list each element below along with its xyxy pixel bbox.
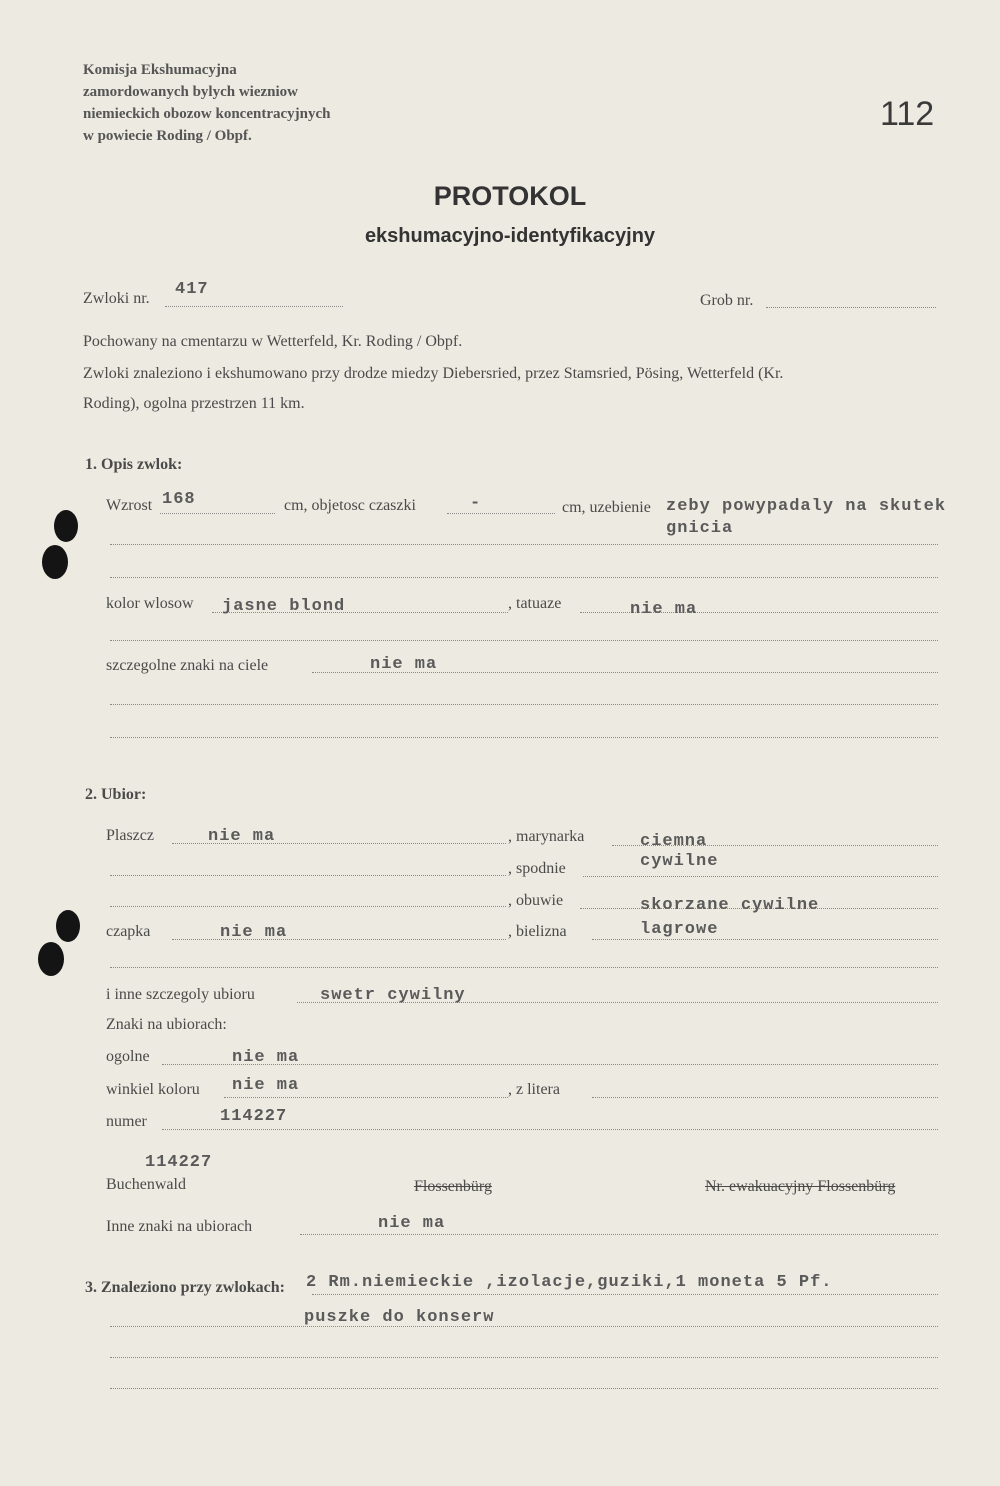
- grob-label: Grob nr.: [700, 292, 754, 309]
- inne-value: swetr cywilny: [320, 986, 466, 1005]
- czapka-value: nie ma: [220, 923, 288, 942]
- inne-label: i inne szczegoly ubioru: [106, 986, 255, 1003]
- rule-7: [110, 906, 506, 907]
- found-line-2: Roding), ogolna przestrzen 11 km.: [83, 395, 305, 412]
- numer-value: 114227: [220, 1107, 288, 1126]
- document-title: PROTOKOL: [433, 181, 587, 211]
- found-items-line-4: [110, 1388, 938, 1389]
- czapka-label: czapka: [106, 923, 151, 940]
- obuwie-value: skorzane cywilne: [640, 896, 820, 915]
- znaki-ubiorach-label: Znaki na ubiorach:: [106, 1016, 227, 1033]
- found-line-1: Zwloki znaleziono i ekshumowano przy drodze miedzy Diebersried, przez Stamsried, Pösing, Wetterfeld (Kr.: [83, 365, 784, 382]
- buried-line: Pochowany na cmentarzu w Wetterfeld, Kr. Roding / Obpf.: [83, 333, 463, 350]
- found-items-line-3: [110, 1357, 938, 1358]
- rule-6: [110, 875, 506, 876]
- rule-5: [110, 737, 938, 738]
- marynarka-label: , marynarka: [508, 828, 585, 845]
- ewakuacyjny-label: Nr. ewakuacyjny Flossenbürg: [705, 1178, 896, 1195]
- org-line-2: zamordowanych bylych wiezniow: [83, 84, 298, 100]
- buchenwald-label: Buchenwald: [106, 1176, 186, 1193]
- org-line-1: Komisja Ekshumacyjna: [83, 62, 237, 78]
- uzebienie-value-1: zeby powypadaly na skutek: [666, 497, 947, 516]
- spodnie-value: cywilne: [640, 852, 719, 871]
- document-subtitle: ekshumacyjno-identyfikacyjny: [364, 225, 656, 247]
- punch-hole-3: [56, 910, 80, 942]
- spodnie-line: [583, 876, 938, 877]
- found-items-line-2: [110, 1326, 938, 1327]
- rule-1: [110, 544, 938, 545]
- rule-3: [110, 640, 938, 641]
- wzrost-line: [160, 513, 275, 514]
- cm-uzebienie-label: cm, uzebienie: [562, 499, 651, 516]
- found-items-value-1: 2 Rm.niemieckie ,izolacje,guziki,1 moneta 5 Pf.: [306, 1273, 833, 1292]
- section3-heading: 3. Znaleziono przy zwlokach:: [85, 1279, 285, 1296]
- section2-heading: 2. Ubior:: [85, 786, 147, 803]
- flossenburg-label: Flossenbürg: [414, 1178, 492, 1195]
- czaszka-value: -: [470, 494, 482, 513]
- ogolne-label: ogolne: [106, 1048, 150, 1065]
- cm-czaszka-label: cm, objetosc czaszki: [284, 497, 416, 514]
- tatuaze-label: , tatuaze: [508, 595, 562, 612]
- org-line-3: niemieckich obozow koncentracyjnych: [83, 106, 331, 122]
- rule-4: [110, 704, 938, 705]
- uzebienie-value-2: gnicia: [666, 519, 734, 538]
- found-items-line-1: [312, 1294, 938, 1295]
- zwloki-label: Zwloki nr.: [83, 290, 150, 307]
- czaszka-line: [447, 513, 555, 514]
- numer-line: [162, 1129, 938, 1130]
- section1-heading: 1. Opis zwlok:: [85, 456, 183, 473]
- wzrost-label: Wzrost: [106, 497, 153, 514]
- litera-label: , z litera: [508, 1081, 560, 1098]
- punch-hole-2: [42, 545, 68, 579]
- zwloki-value: 417: [175, 280, 209, 299]
- znaki-label: szczegolne znaki na ciele: [106, 657, 269, 674]
- ogolne-value: nie ma: [232, 1048, 300, 1067]
- rule-2: [110, 577, 938, 578]
- znaki-value: nie ma: [370, 655, 438, 674]
- bielizna-line: [592, 939, 938, 940]
- numer-label: numer: [106, 1113, 147, 1130]
- rule-8: [110, 967, 938, 968]
- bielizna-label: , bielizna: [508, 923, 567, 940]
- punch-hole-4: [38, 942, 64, 976]
- obuwie-label: , obuwie: [508, 892, 564, 909]
- page-number: 112: [880, 95, 935, 133]
- kolor-label: kolor wlosow: [106, 595, 194, 612]
- wzrost-value: 168: [162, 490, 196, 509]
- found-items-value-2: puszke do konserw: [304, 1308, 495, 1327]
- inne-znaki-line: [300, 1234, 938, 1235]
- tatuaze-value: nie ma: [630, 600, 698, 619]
- winkiel-label: winkiel koloru: [106, 1081, 200, 1098]
- org-line-4: w powiecie Roding / Obpf.: [83, 128, 252, 144]
- marynarka-value: ciemna: [640, 832, 708, 851]
- plaszcz-value: nie ma: [208, 827, 276, 846]
- bielizna-value: lagrowe: [640, 920, 719, 939]
- kolor-value: jasne blond: [222, 597, 346, 616]
- inne-znaki-value: nie ma: [378, 1214, 446, 1233]
- spodnie-label: , spodnie: [508, 860, 566, 877]
- zwloki-line: [165, 306, 343, 307]
- plaszcz-label: Plaszcz: [106, 827, 154, 844]
- winkiel-line: [224, 1097, 508, 1098]
- grob-line: [766, 307, 936, 308]
- buchenwald-value: 114227: [145, 1153, 213, 1172]
- litera-line: [592, 1097, 938, 1098]
- punch-hole-1: [54, 510, 78, 542]
- inne-znaki-label: Inne znaki na ubiorach: [106, 1218, 253, 1235]
- winkiel-value: nie ma: [232, 1076, 300, 1095]
